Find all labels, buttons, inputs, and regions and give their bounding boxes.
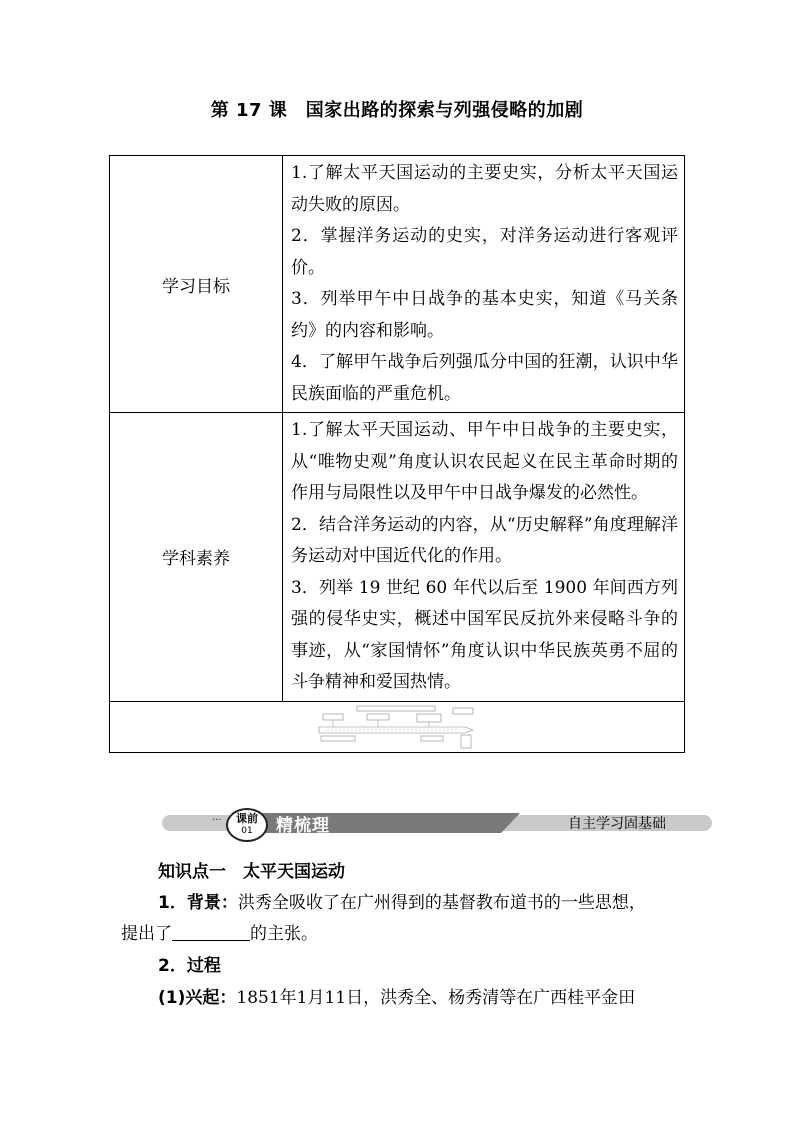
table-row [110,701,685,752]
rise-text: 1851年1月11日，洪秀全、杨秀清等在广西桂平金田 [236,988,636,1008]
list-item: 3．列举甲午中日战争的基本史实，知道《马关条约》的内容和影响。 [291,289,678,341]
banner-right-text: 自主学习固基础 [568,816,666,832]
objectives-table [109,155,685,753]
background-text-2a: 提出了 [121,924,172,944]
badge-bottom-text: 01 [241,826,253,836]
list-item: 1.了解太平天国运动的主要史实，分析太平天国运动失败的原因。 [291,163,678,215]
rise-label: (1)兴起： [158,988,237,1008]
knowledge-map-cell [110,701,685,752]
list-item: 3．列举 19 世纪 60 年代以后至 1900 年间西方列强的侵华史实，概述中国军民反抗外来侵略斗争的事迹，从“家国情怀”角度认识中华民族英勇不屈的斗争精神和爱国热情。 [291,577,678,692]
learning-goals-content [283,156,685,413]
row-label-core-competencies: 学科素养 [110,413,283,702]
paragraph-rise [158,983,635,1008]
badge-top-text: 课前 [236,812,258,825]
list-item: 1.了解太平天国运动、甲午中日战争的主要史实，从“唯物史观”角度认识农民起义在民主革命时期的作用与局限性以及甲午中日战争爆发的必然性。 [291,420,678,503]
list-item: 2．结合洋务运动的内容，从“历史解释”角度理解洋务运动对中国近代化的作用。 [291,514,678,566]
banner-title: 精梳理 [276,816,330,836]
background-text-2b: 的主张。 [250,924,318,944]
core-competencies-content [283,413,685,702]
table-row [110,156,685,413]
knowledge-heading: 知识点一 太平天国运动 [158,862,345,882]
background-label: 1．背景： [158,893,238,913]
list-item: 4．了解甲午战争后列强瓜分中国的狂潮，认识中华民族面临的严重危机。 [291,352,678,404]
list-item: 2．掌握洋务运动的史实，对洋务运动进行客观评价。 [291,226,678,278]
banner-badge [226,808,268,842]
paragraph-background-cont [121,919,318,944]
row-label-learning-goals: 学习目标 [110,156,283,413]
background-text: 洪秀全吸收了在广州得到的基督教布道书的一些思想， [237,893,646,913]
paragraph-background [158,888,646,913]
lesson-title: 第 17 课 国家出路的探索与列强侵略的加剧 [210,100,584,121]
table-row [110,413,685,702]
process-heading: 2．过程 [158,956,221,976]
knowledge-map-diagram [317,705,477,749]
section-banner [162,810,712,836]
fill-in-blank[interactable] [172,924,250,941]
dots-icon: ··· [212,815,222,826]
